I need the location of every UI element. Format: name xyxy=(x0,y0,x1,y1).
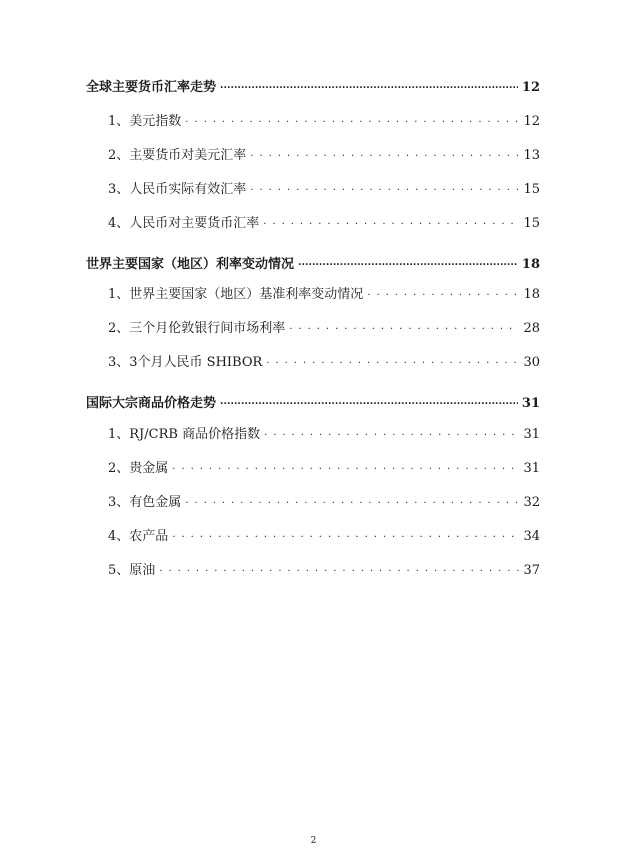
toc-item[interactable] xyxy=(86,144,540,163)
toc-item-title: 5、原油 xyxy=(108,563,156,578)
toc-item[interactable] xyxy=(86,525,540,544)
toc-leader-dots xyxy=(250,180,519,193)
toc-leader-dots xyxy=(289,319,519,332)
toc-section-commodities[interactable] xyxy=(86,392,540,411)
toc-section-title: 世界主要国家（地区）利率变动情况 xyxy=(86,257,295,272)
toc-item-page: 34 xyxy=(523,529,540,544)
toc-item-page: 31 xyxy=(523,461,540,476)
toc-section-title: 国际大宗商品价格走势 xyxy=(86,396,217,411)
toc-item-title: 4、人民币对主要货币汇率 xyxy=(108,216,260,231)
toc-item-title: 3、3个月人民币 SHIBOR xyxy=(108,355,263,370)
toc-item[interactable] xyxy=(86,110,540,129)
toc-item-title: 2、贵金属 xyxy=(108,461,169,476)
toc-section-page: 31 xyxy=(521,396,540,411)
toc-item-page: 18 xyxy=(523,287,540,302)
toc-item-page: 30 xyxy=(523,355,540,370)
toc-item-page: 31 xyxy=(523,427,540,442)
toc-leader-dots xyxy=(250,146,519,159)
toc-section-page: 12 xyxy=(521,80,540,95)
toc-leader-dots xyxy=(298,255,518,268)
toc-item[interactable] xyxy=(86,457,540,476)
toc-item-page: 13 xyxy=(523,148,540,163)
toc-leader-dots xyxy=(185,493,519,506)
toc-leader-dots xyxy=(185,112,519,125)
toc-leader-dots xyxy=(220,394,518,407)
toc-item-title: 3、人民币实际有效汇率 xyxy=(108,182,247,197)
toc-leader-dots xyxy=(172,459,519,472)
toc-section-interest-rates[interactable] xyxy=(86,253,540,272)
toc-item-page: 37 xyxy=(523,563,540,578)
toc-item-page: 32 xyxy=(523,495,540,510)
toc-leader-dots xyxy=(159,561,519,574)
toc-leader-dots xyxy=(263,214,519,227)
toc-section-page: 18 xyxy=(521,257,540,272)
toc-item-page: 12 xyxy=(523,114,540,129)
toc-item-title: 4、农产品 xyxy=(108,529,169,544)
toc-item[interactable] xyxy=(86,283,540,302)
toc-item[interactable] xyxy=(86,423,540,442)
toc-item-title: 2、主要货币对美元汇率 xyxy=(108,148,247,163)
toc-leader-dots xyxy=(264,425,519,438)
toc-section-title: 全球主要货币汇率走势 xyxy=(86,80,217,95)
toc-leader-dots xyxy=(367,285,519,298)
toc-item[interactable] xyxy=(86,178,540,197)
toc-item-page: 28 xyxy=(523,321,540,336)
toc-leader-dots xyxy=(220,78,518,91)
toc-item-title: 3、有色金属 xyxy=(108,495,182,510)
toc-leader-dots xyxy=(172,527,519,540)
toc-section-fx-trends[interactable] xyxy=(86,76,540,95)
toc-leader-dots xyxy=(266,353,519,366)
toc-item-page: 15 xyxy=(523,216,540,231)
toc-item[interactable] xyxy=(86,351,540,370)
toc-item-title: 2、三个月伦敦银行间市场利率 xyxy=(108,321,286,336)
toc-item[interactable] xyxy=(86,212,540,231)
toc-item[interactable] xyxy=(86,491,540,510)
toc-item-title: 1、美元指数 xyxy=(108,114,182,129)
toc-item-page: 15 xyxy=(523,182,540,197)
page-number: 2 xyxy=(310,836,317,846)
toc-item-title: 1、世界主要国家（地区）基准利率变动情况 xyxy=(108,287,364,302)
toc-item[interactable] xyxy=(86,559,540,578)
toc-item-title: 1、RJ/CRB 商品价格指数 xyxy=(108,427,261,442)
toc-item[interactable] xyxy=(86,317,540,336)
